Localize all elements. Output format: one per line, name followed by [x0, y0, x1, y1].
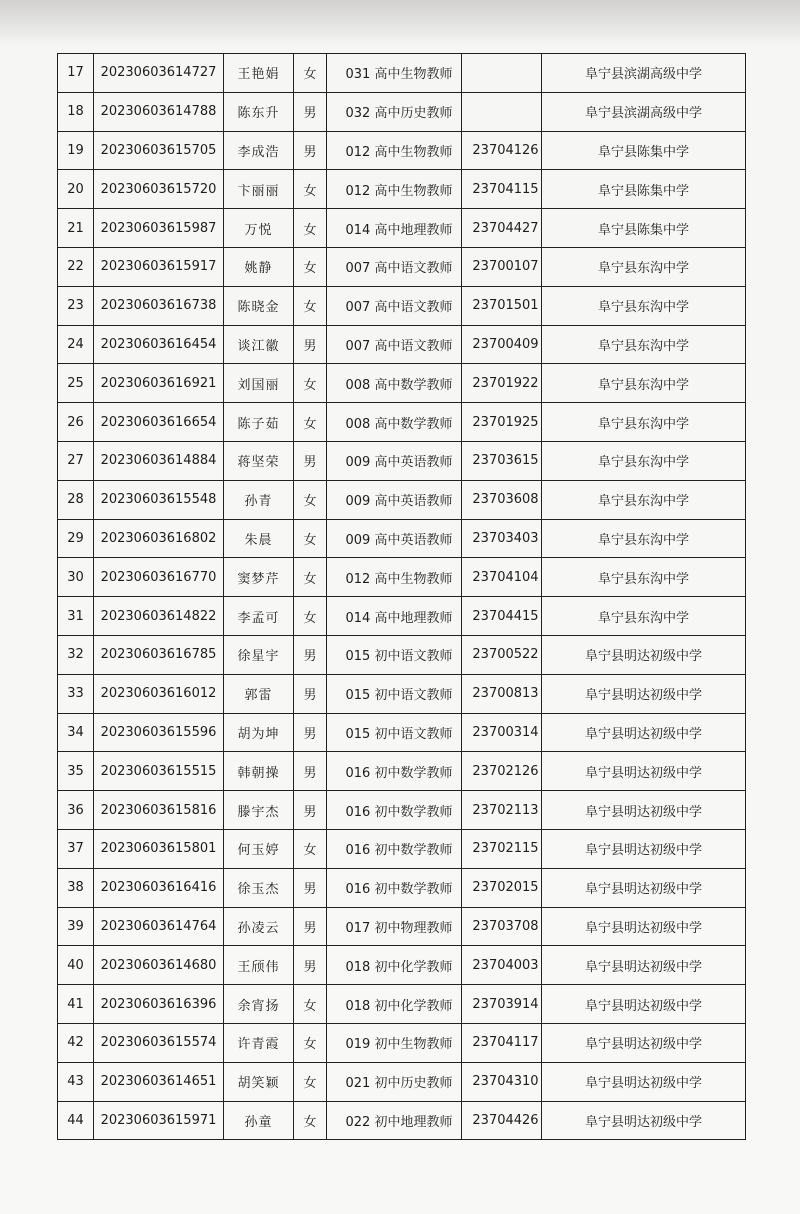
ticket-number-cell: 20230603615548 — [94, 480, 224, 519]
candidate-name-cell: 朱晨 — [224, 519, 294, 558]
school-cell: 阜宁县东沟中学 — [542, 325, 746, 364]
ticket-number-cell: 20230603615816 — [94, 791, 224, 830]
candidate-name-cell: 陈东升 — [224, 92, 294, 131]
gender-cell: 男 — [294, 674, 327, 713]
exam-number-cell: 23704003 — [462, 946, 542, 985]
position-cell: 014 高中地理教师 — [327, 597, 462, 636]
candidate-name-cell: 胡为坤 — [224, 713, 294, 752]
row-number-cell: 39 — [58, 907, 94, 946]
position-cell: 018 初中化学教师 — [327, 985, 462, 1024]
candidate-name-cell: 刘国丽 — [224, 364, 294, 403]
exam-number-cell: 23700522 — [462, 635, 542, 674]
table-row — [58, 558, 746, 597]
ticket-number-cell: 20230603614764 — [94, 907, 224, 946]
ticket-number-cell: 20230603616802 — [94, 519, 224, 558]
position-cell: 009 高中英语教师 — [327, 519, 462, 558]
exam-number-cell: 23704426 — [462, 1101, 542, 1140]
row-number-cell: 17 — [58, 54, 94, 93]
candidate-name-cell: 孙青 — [224, 480, 294, 519]
exam-number-cell: 23703914 — [462, 985, 542, 1024]
ticket-number-cell: 20230603615971 — [94, 1101, 224, 1140]
exam-number-cell: 23700813 — [462, 674, 542, 713]
table-row — [58, 247, 746, 286]
exam-number-cell: 23700314 — [462, 713, 542, 752]
table-row — [58, 1062, 746, 1101]
candidate-name-cell: 谈江徽 — [224, 325, 294, 364]
position-cell: 008 高中数学教师 — [327, 364, 462, 403]
gender-cell: 女 — [294, 247, 327, 286]
position-cell: 016 初中数学教师 — [327, 752, 462, 791]
ticket-number-cell: 20230603615917 — [94, 247, 224, 286]
candidate-name-cell: 李孟可 — [224, 597, 294, 636]
row-number-cell: 33 — [58, 674, 94, 713]
school-cell: 阜宁县明达初级中学 — [542, 946, 746, 985]
candidate-name-cell: 蒋坚荣 — [224, 441, 294, 480]
school-cell: 阜宁县东沟中学 — [542, 286, 746, 325]
table-row — [58, 674, 746, 713]
gender-cell: 女 — [294, 829, 327, 868]
position-cell: 015 初中语文教师 — [327, 713, 462, 752]
row-number-cell: 22 — [58, 247, 94, 286]
gender-cell: 女 — [294, 170, 327, 209]
candidate-name-cell: 何玉婷 — [224, 829, 294, 868]
row-number-cell: 37 — [58, 829, 94, 868]
row-number-cell: 26 — [58, 403, 94, 442]
exam-number-cell: 23704415 — [462, 597, 542, 636]
school-cell: 阜宁县明达初级中学 — [542, 674, 746, 713]
ticket-number-cell: 20230603616738 — [94, 286, 224, 325]
gender-cell: 女 — [294, 54, 327, 93]
position-cell: 016 初中数学教师 — [327, 829, 462, 868]
candidate-name-cell: 滕宇杰 — [224, 791, 294, 830]
ticket-number-cell: 20230603616012 — [94, 674, 224, 713]
candidate-name-cell: 王颀伟 — [224, 946, 294, 985]
gender-cell: 女 — [294, 597, 327, 636]
row-number-cell: 36 — [58, 791, 94, 830]
exam-number-cell: 23703608 — [462, 480, 542, 519]
position-cell: 016 初中数学教师 — [327, 868, 462, 907]
table-row — [58, 985, 746, 1024]
ticket-number-cell: 20230603614680 — [94, 946, 224, 985]
exam-number-cell — [462, 92, 542, 131]
candidate-table-body — [58, 54, 746, 1140]
gender-cell: 女 — [294, 403, 327, 442]
ticket-number-cell: 20230603614727 — [94, 54, 224, 93]
candidate-name-cell: 陈子茹 — [224, 403, 294, 442]
table-row — [58, 713, 746, 752]
exam-number-cell: 23704104 — [462, 558, 542, 597]
table-row — [58, 131, 746, 170]
exam-number-cell: 23701501 — [462, 286, 542, 325]
ticket-number-cell: 20230603615515 — [94, 752, 224, 791]
row-number-cell: 24 — [58, 325, 94, 364]
candidate-name-cell: 郭雷 — [224, 674, 294, 713]
exam-number-cell: 23700409 — [462, 325, 542, 364]
gender-cell: 男 — [294, 131, 327, 170]
candidate-name-cell: 韩朝操 — [224, 752, 294, 791]
school-cell: 阜宁县明达初级中学 — [542, 1023, 746, 1062]
position-cell: 008 高中数学教师 — [327, 403, 462, 442]
table-row — [58, 635, 746, 674]
position-cell: 032 高中历史教师 — [327, 92, 462, 131]
exam-number-cell: 23701922 — [462, 364, 542, 403]
table-row — [58, 519, 746, 558]
school-cell: 阜宁县东沟中学 — [542, 480, 746, 519]
candidate-name-cell: 窦梦芹 — [224, 558, 294, 597]
row-number-cell: 28 — [58, 480, 94, 519]
position-cell: 018 初中化学教师 — [327, 946, 462, 985]
row-number-cell: 23 — [58, 286, 94, 325]
table-row — [58, 829, 746, 868]
position-cell: 015 初中语文教师 — [327, 635, 462, 674]
gender-cell: 女 — [294, 1062, 327, 1101]
scan-shadow — [0, 0, 800, 48]
gender-cell: 男 — [294, 635, 327, 674]
ticket-number-cell: 20230603615987 — [94, 209, 224, 248]
school-cell: 阜宁县东沟中学 — [542, 403, 746, 442]
exam-number-cell: 23704115 — [462, 170, 542, 209]
ticket-number-cell: 20230603614651 — [94, 1062, 224, 1101]
candidate-name-cell: 孙凌云 — [224, 907, 294, 946]
candidate-name-cell: 徐玉杰 — [224, 868, 294, 907]
row-number-cell: 30 — [58, 558, 94, 597]
position-cell: 007 高中语文教师 — [327, 325, 462, 364]
candidate-name-cell: 卞丽丽 — [224, 170, 294, 209]
exam-number-cell: 23702126 — [462, 752, 542, 791]
position-cell: 012 高中生物教师 — [327, 558, 462, 597]
position-cell: 012 高中生物教师 — [327, 170, 462, 209]
row-number-cell: 41 — [58, 985, 94, 1024]
school-cell: 阜宁县东沟中学 — [542, 247, 746, 286]
exam-number-cell: 23704427 — [462, 209, 542, 248]
candidate-name-cell: 万悦 — [224, 209, 294, 248]
row-number-cell: 31 — [58, 597, 94, 636]
table-row — [58, 364, 746, 403]
school-cell: 阜宁县东沟中学 — [542, 597, 746, 636]
position-cell: 016 初中数学教师 — [327, 791, 462, 830]
gender-cell: 女 — [294, 558, 327, 597]
position-cell: 012 高中生物教师 — [327, 131, 462, 170]
ticket-number-cell: 20230603616416 — [94, 868, 224, 907]
school-cell: 阜宁县陈集中学 — [542, 170, 746, 209]
ticket-number-cell: 20230603616921 — [94, 364, 224, 403]
row-number-cell: 34 — [58, 713, 94, 752]
row-number-cell: 43 — [58, 1062, 94, 1101]
table-row — [58, 403, 746, 442]
row-number-cell: 19 — [58, 131, 94, 170]
gender-cell: 女 — [294, 1023, 327, 1062]
position-cell: 021 初中历史教师 — [327, 1062, 462, 1101]
position-cell: 017 初中物理教师 — [327, 907, 462, 946]
table-row — [58, 597, 746, 636]
school-cell: 阜宁县明达初级中学 — [542, 985, 746, 1024]
exam-number-cell: 23702115 — [462, 829, 542, 868]
gender-cell: 女 — [294, 519, 327, 558]
position-cell: 015 初中语文教师 — [327, 674, 462, 713]
school-cell: 阜宁县明达初级中学 — [542, 752, 746, 791]
ticket-number-cell: 20230603616654 — [94, 403, 224, 442]
table-row — [58, 868, 746, 907]
ticket-number-cell: 20230603615574 — [94, 1023, 224, 1062]
gender-cell: 男 — [294, 752, 327, 791]
position-cell: 009 高中英语教师 — [327, 441, 462, 480]
table-row — [58, 441, 746, 480]
school-cell: 阜宁县明达初级中学 — [542, 868, 746, 907]
gender-cell: 男 — [294, 868, 327, 907]
school-cell: 阜宁县明达初级中学 — [542, 635, 746, 674]
school-cell: 阜宁县东沟中学 — [542, 364, 746, 403]
row-number-cell: 42 — [58, 1023, 94, 1062]
table-row — [58, 752, 746, 791]
gender-cell: 男 — [294, 92, 327, 131]
exam-number-cell — [462, 54, 542, 93]
row-number-cell: 40 — [58, 946, 94, 985]
school-cell: 阜宁县滨湖高级中学 — [542, 54, 746, 93]
row-number-cell: 20 — [58, 170, 94, 209]
gender-cell: 女 — [294, 286, 327, 325]
table-row — [58, 791, 746, 830]
candidate-name-cell: 王艳娟 — [224, 54, 294, 93]
school-cell: 阜宁县明达初级中学 — [542, 1101, 746, 1140]
candidate-name-cell: 孙童 — [224, 1101, 294, 1140]
candidate-name-cell: 徐星宇 — [224, 635, 294, 674]
table-row — [58, 907, 746, 946]
gender-cell: 女 — [294, 1101, 327, 1140]
position-cell: 022 初中地理教师 — [327, 1101, 462, 1140]
ticket-number-cell: 20230603616396 — [94, 985, 224, 1024]
school-cell: 阜宁县东沟中学 — [542, 441, 746, 480]
gender-cell: 女 — [294, 480, 327, 519]
ticket-number-cell: 20230603615596 — [94, 713, 224, 752]
table-row — [58, 325, 746, 364]
gender-cell: 男 — [294, 441, 327, 480]
gender-cell: 女 — [294, 209, 327, 248]
school-cell: 阜宁县明达初级中学 — [542, 791, 746, 830]
row-number-cell: 29 — [58, 519, 94, 558]
table-row — [58, 209, 746, 248]
position-cell: 007 高中语文教师 — [327, 247, 462, 286]
row-number-cell: 27 — [58, 441, 94, 480]
position-cell: 031 高中生物教师 — [327, 54, 462, 93]
school-cell: 阜宁县明达初级中学 — [542, 713, 746, 752]
candidate-name-cell: 胡笑颖 — [224, 1062, 294, 1101]
ticket-number-cell: 20230603616785 — [94, 635, 224, 674]
exam-number-cell: 23700107 — [462, 247, 542, 286]
gender-cell: 男 — [294, 713, 327, 752]
school-cell: 阜宁县东沟中学 — [542, 558, 746, 597]
table-row — [58, 54, 746, 93]
table-row — [58, 170, 746, 209]
school-cell: 阜宁县陈集中学 — [542, 209, 746, 248]
table-row — [58, 1023, 746, 1062]
gender-cell: 男 — [294, 946, 327, 985]
exam-number-cell: 23704310 — [462, 1062, 542, 1101]
position-cell: 019 初中生物教师 — [327, 1023, 462, 1062]
ticket-number-cell: 20230603616770 — [94, 558, 224, 597]
ticket-number-cell: 20230603616454 — [94, 325, 224, 364]
exam-number-cell: 23703403 — [462, 519, 542, 558]
school-cell: 阜宁县明达初级中学 — [542, 829, 746, 868]
gender-cell: 男 — [294, 907, 327, 946]
candidate-name-cell: 陈晓金 — [224, 286, 294, 325]
candidate-table — [57, 53, 746, 1140]
table-row — [58, 286, 746, 325]
row-number-cell: 38 — [58, 868, 94, 907]
candidate-name-cell: 李成浩 — [224, 131, 294, 170]
gender-cell: 男 — [294, 325, 327, 364]
school-cell: 阜宁县明达初级中学 — [542, 907, 746, 946]
exam-number-cell: 23703708 — [462, 907, 542, 946]
exam-number-cell: 23703615 — [462, 441, 542, 480]
exam-number-cell: 23702015 — [462, 868, 542, 907]
table-row — [58, 480, 746, 519]
exam-number-cell: 23701925 — [462, 403, 542, 442]
ticket-number-cell: 20230603615705 — [94, 131, 224, 170]
table-row — [58, 946, 746, 985]
table-row — [58, 1101, 746, 1140]
gender-cell: 女 — [294, 985, 327, 1024]
position-cell: 014 高中地理教师 — [327, 209, 462, 248]
school-cell: 阜宁县滨湖高级中学 — [542, 92, 746, 131]
candidate-name-cell: 姚静 — [224, 247, 294, 286]
ticket-number-cell: 20230603614884 — [94, 441, 224, 480]
gender-cell: 男 — [294, 791, 327, 830]
school-cell: 阜宁县陈集中学 — [542, 131, 746, 170]
gender-cell: 女 — [294, 364, 327, 403]
ticket-number-cell: 20230603614788 — [94, 92, 224, 131]
ticket-number-cell: 20230603614822 — [94, 597, 224, 636]
row-number-cell: 32 — [58, 635, 94, 674]
ticket-number-cell: 20230603615720 — [94, 170, 224, 209]
position-cell: 009 高中英语教师 — [327, 480, 462, 519]
candidate-name-cell: 许青霞 — [224, 1023, 294, 1062]
position-cell: 007 高中语文教师 — [327, 286, 462, 325]
exam-number-cell: 23704117 — [462, 1023, 542, 1062]
candidate-name-cell: 余宵扬 — [224, 985, 294, 1024]
exam-number-cell: 23704126 — [462, 131, 542, 170]
table-row — [58, 92, 746, 131]
row-number-cell: 18 — [58, 92, 94, 131]
row-number-cell: 25 — [58, 364, 94, 403]
row-number-cell: 35 — [58, 752, 94, 791]
row-number-cell: 21 — [58, 209, 94, 248]
school-cell: 阜宁县东沟中学 — [542, 519, 746, 558]
school-cell: 阜宁县明达初级中学 — [542, 1062, 746, 1101]
row-number-cell: 44 — [58, 1101, 94, 1140]
exam-number-cell: 23702113 — [462, 791, 542, 830]
ticket-number-cell: 20230603615801 — [94, 829, 224, 868]
